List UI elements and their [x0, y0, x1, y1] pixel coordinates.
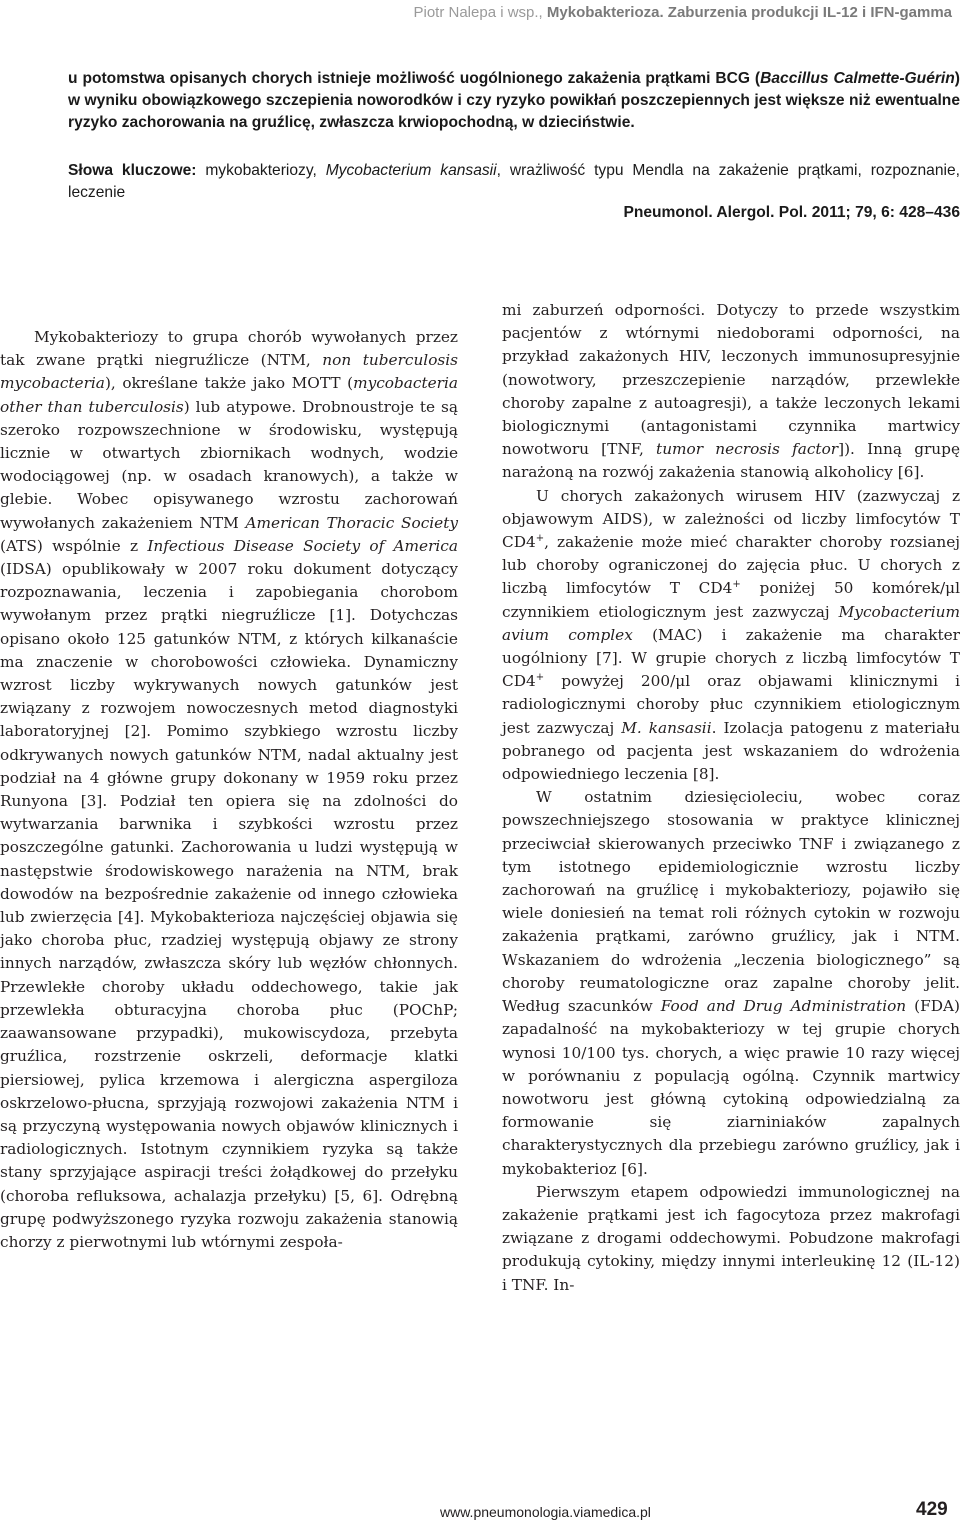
right-column — [502, 299, 960, 1297]
italic-run: Mycobacterium avium complex — [502, 602, 960, 644]
text-run: . Izolacja patogenu z materiału pobranego od pacjenta jest wskazaniem do wdrożenia odpowiedniego leczenia [8]. — [502, 718, 960, 784]
text-run: Pierwszym etapem odpowiedzi immunologicznej na zakażenie prątkami jest ich fagocytoza przez makrofagi związane z drogami oddechowymi. Pobudzone makrofagi produkują cytokiny, między innymi interleukinę 12 (IL-12) i TNF. In- — [502, 1182, 960, 1294]
abstract-text-part: u potomstwa opisanych chorych istnieje możliwość uogólnionego zakażenia prątkami BCG ( — [68, 70, 761, 87]
paragraph — [502, 786, 960, 1180]
running-head-text — [414, 4, 953, 21]
abstract-italic: Baccillus Calmette-Guérin — [760, 70, 955, 87]
text-run: ) lub atypowe. Drobnoustroje te są szeroko rozpowszechnione w środowisku, występują licznie w otwartych zbiornikach wodnych, wodzie wodociągowej (np. w osadach kranowych), a także w glebie. Wobec opisywanego wzrostu zachorowań wywołanych zakażeniem NTM — [0, 397, 458, 532]
running-head-authors: Piotr Nalepa i wsp., — [413, 4, 543, 21]
paragraph — [502, 1181, 960, 1297]
text-run: mi zaburzeń odporności. Dotyczy to przede wszystkim pacjentów z wtórnymi niedoborami odporności, na przykład zakażonych HIV, leczonych immunosupresyjnie (nowotwory, przeszczepienie narządów, przewlekłe choroby zapalne z autoagresji), a także leczonych lekami biologicznymi (antagonistami czynnika martwicy nowotworu [TNF, — [502, 301, 960, 459]
text-run: (MAC) i zakażenie ma charakter uogólniony [7]. W grupie chorych z liczbą limfocytów T CD4 — [502, 625, 960, 691]
abstract-text — [68, 68, 960, 134]
italic-run: M. kansasii — [621, 718, 712, 737]
keywords — [68, 160, 960, 204]
text-run: (FDA) zapadalność na mykobakteriozy w tej grupie chorych wynosi 10/100 tys. chorych, a więc prawie 10 razy więcej w porównaniu z populacją ogólną. Czynnik martwicy nowotworu jest główną cytokiną odpowiedzialną za formowanie się ziarniniaków zapalnych charakterystycznych dla przebiegu zarówno gruźlicy, jak i mykobakterioz [6]. — [502, 997, 960, 1178]
italic-run: Food and Drug Administration — [660, 997, 907, 1016]
citation: Pneumonol. Alergol. Pol. 2011; 79, 6: 428–436 — [623, 204, 960, 221]
text-run: Mykobakteriozy to grupa chorób wywołanych przez tak zwane prątki niegruźlicze (NTM, — [0, 328, 458, 370]
superscript: + — [535, 532, 545, 544]
keywords-text: mykobakteriozy, — [196, 162, 326, 179]
superscript: + — [535, 672, 545, 684]
text-run: (IDSA) opublikowały w 2007 roku dokument dotyczący rozpoznawania, leczenia i zapobiegania chorobom wywołanym przez prątki niegruźlicze [1]. Dotychczas opisano około 125 gatunków NTM, z których kilkanaście ma znaczenie w chorobowości człowieka. Dynamiczny wzrost liczby wykrywanych nowych gatunków jest związany z rozwojem nowoczesnych metod diagnostyki laboratoryjnej [2]. Pomimo szybkiego wzrostu liczby odkrywanych nowych gatunków NTM, nadal aktualny jest podział na 4 główne grupy dokonany w 1959 roku przez Runyona [3]. Podział ten opiera się na zdolności do wytwarzania barwnika i szybkości wzrostu przez poszczególne gatunki. Zachorowania u ludzi występują w następstwie środowiskowego narażenia na NTM, brak dowodów na bezpośrednie zakażenie od innego człowieka lub zwierzęcia [4]. Mykobakterioza najczęściej objawia się jako choroba płuc, rzadziej występują objawy ze strony innych narządów, zwłaszcza skóry lub węzłów chłonnych. Przewlekłe choroby układu oddechowego, takie jak przewlekła obturacyjna choroba płuc (POChP; zaawansowane przypadki), mukowiscydoza, przebyta gruźlica, rozstrzenie oskrzeli, deformacje klatki piersiowej, pylica krzemowa i alergiczna aspergiloza oskrzelowo-płucna, sprzyjają rozwojowi zakażenia NTM i są przyczyną występowania nowych objawów klinicznych i radiologicznych. Istotnym czynnikiem ryzyka są także stany sprzyjające aspiracji treści żołądkowej do przełyku (choroba refluksowa, achalazja przełyku) [5, 6]. Odrębną grupę podwyższonego ryzyka rozwoju zakażenia stanowią chorzy z pierwotnymi lub wtórnymi zespoła- — [0, 560, 458, 1251]
footer-url[interactable]: www.pneumonologia.viamedica.pl — [440, 1504, 651, 1520]
paragraph — [502, 299, 960, 485]
text-run: powyżej 200/μl oraz objawami klinicznymi i radiologicznymi choroby płuc czynnikiem etiologicznym jest zazwyczaj — [502, 672, 960, 737]
running-head-title: Mykobakterioza. Zaburzenia produkcji IL-12 i IFN-gamma — [546, 4, 952, 21]
paragraph — [0, 326, 458, 1254]
text-run: W ostatnim dziesięcioleciu, wobec coraz powszechniejszego stosowania w praktyce klinicznej przeciwciał skierowanych przeciwko TNF i związanego z tym istotnego epidemiologicznie wzrostu liczby zachorowań na gruźlicę i mykobakteriozy, pojawiło się wiele doniesień na temat roli różnych cytokin w rozwoju zakażenia prątkami, zarówno gruźlicy, jak i NTM. Wskazaniem do wdrożenia „leczenia biologicznego” są choroby reumatologiczne oraz zapalne choroby jelit. Według szacunków — [502, 788, 960, 1016]
text-run: U chorych zakażonych wirusem HIV (zazwyczaj z objawowym AIDS), w zależności od liczby limfocytów T CD4 — [502, 486, 960, 552]
keywords-text: , wrażliwość typu Mendla na zakażenie prątkami, rozpoznanie, leczenie — [68, 162, 960, 201]
italic-run: Infectious Disease Society of America — [147, 536, 458, 555]
keywords-label: Słowa kluczowe: — [68, 162, 197, 179]
text-run: , zakażenie może mieć charakter choroby rozsianej lub choroby ograniczonej do zajęcia płuc. U chorych z liczbą limfocytów T CD4 — [502, 533, 960, 598]
italic-run: American Thoracic Society — [245, 513, 458, 532]
keywords-italic: Mycobacterium kansasii — [325, 162, 497, 179]
italic-run: mycobacteria other than tuberculosis — [0, 374, 458, 416]
text-run: (ATS) wspólnie z — [0, 536, 148, 555]
paragraph — [502, 485, 960, 787]
italic-run: non tuberculosis mycobacteria — [0, 351, 458, 393]
page-number: 429 — [916, 1499, 948, 1520]
text-run: ), określane także jako MOTT ( — [104, 374, 354, 393]
abstract-text-part: ) w wyniku obowiązkowego szczepienia noworodków i czy ryzyko powikłań poszczepiennych jest większe niż ewentualne ryzyko zachorowania na gruźlicę, zwłaszcza krwiopochodną, w dzieciństwie. — [68, 70, 960, 131]
text-run: poniżej 50 komórek/μl czynnikiem etiologicznym jest zazwyczaj — [502, 579, 960, 621]
text-run: ]). Inną grupę narażoną na rozwój zakażenia stanowią alkoholicy [6]. — [502, 440, 960, 482]
left-column — [0, 326, 458, 1254]
italic-run: tumor necrosis factor — [656, 440, 839, 459]
running-head — [0, 0, 960, 26]
superscript: + — [732, 579, 741, 591]
